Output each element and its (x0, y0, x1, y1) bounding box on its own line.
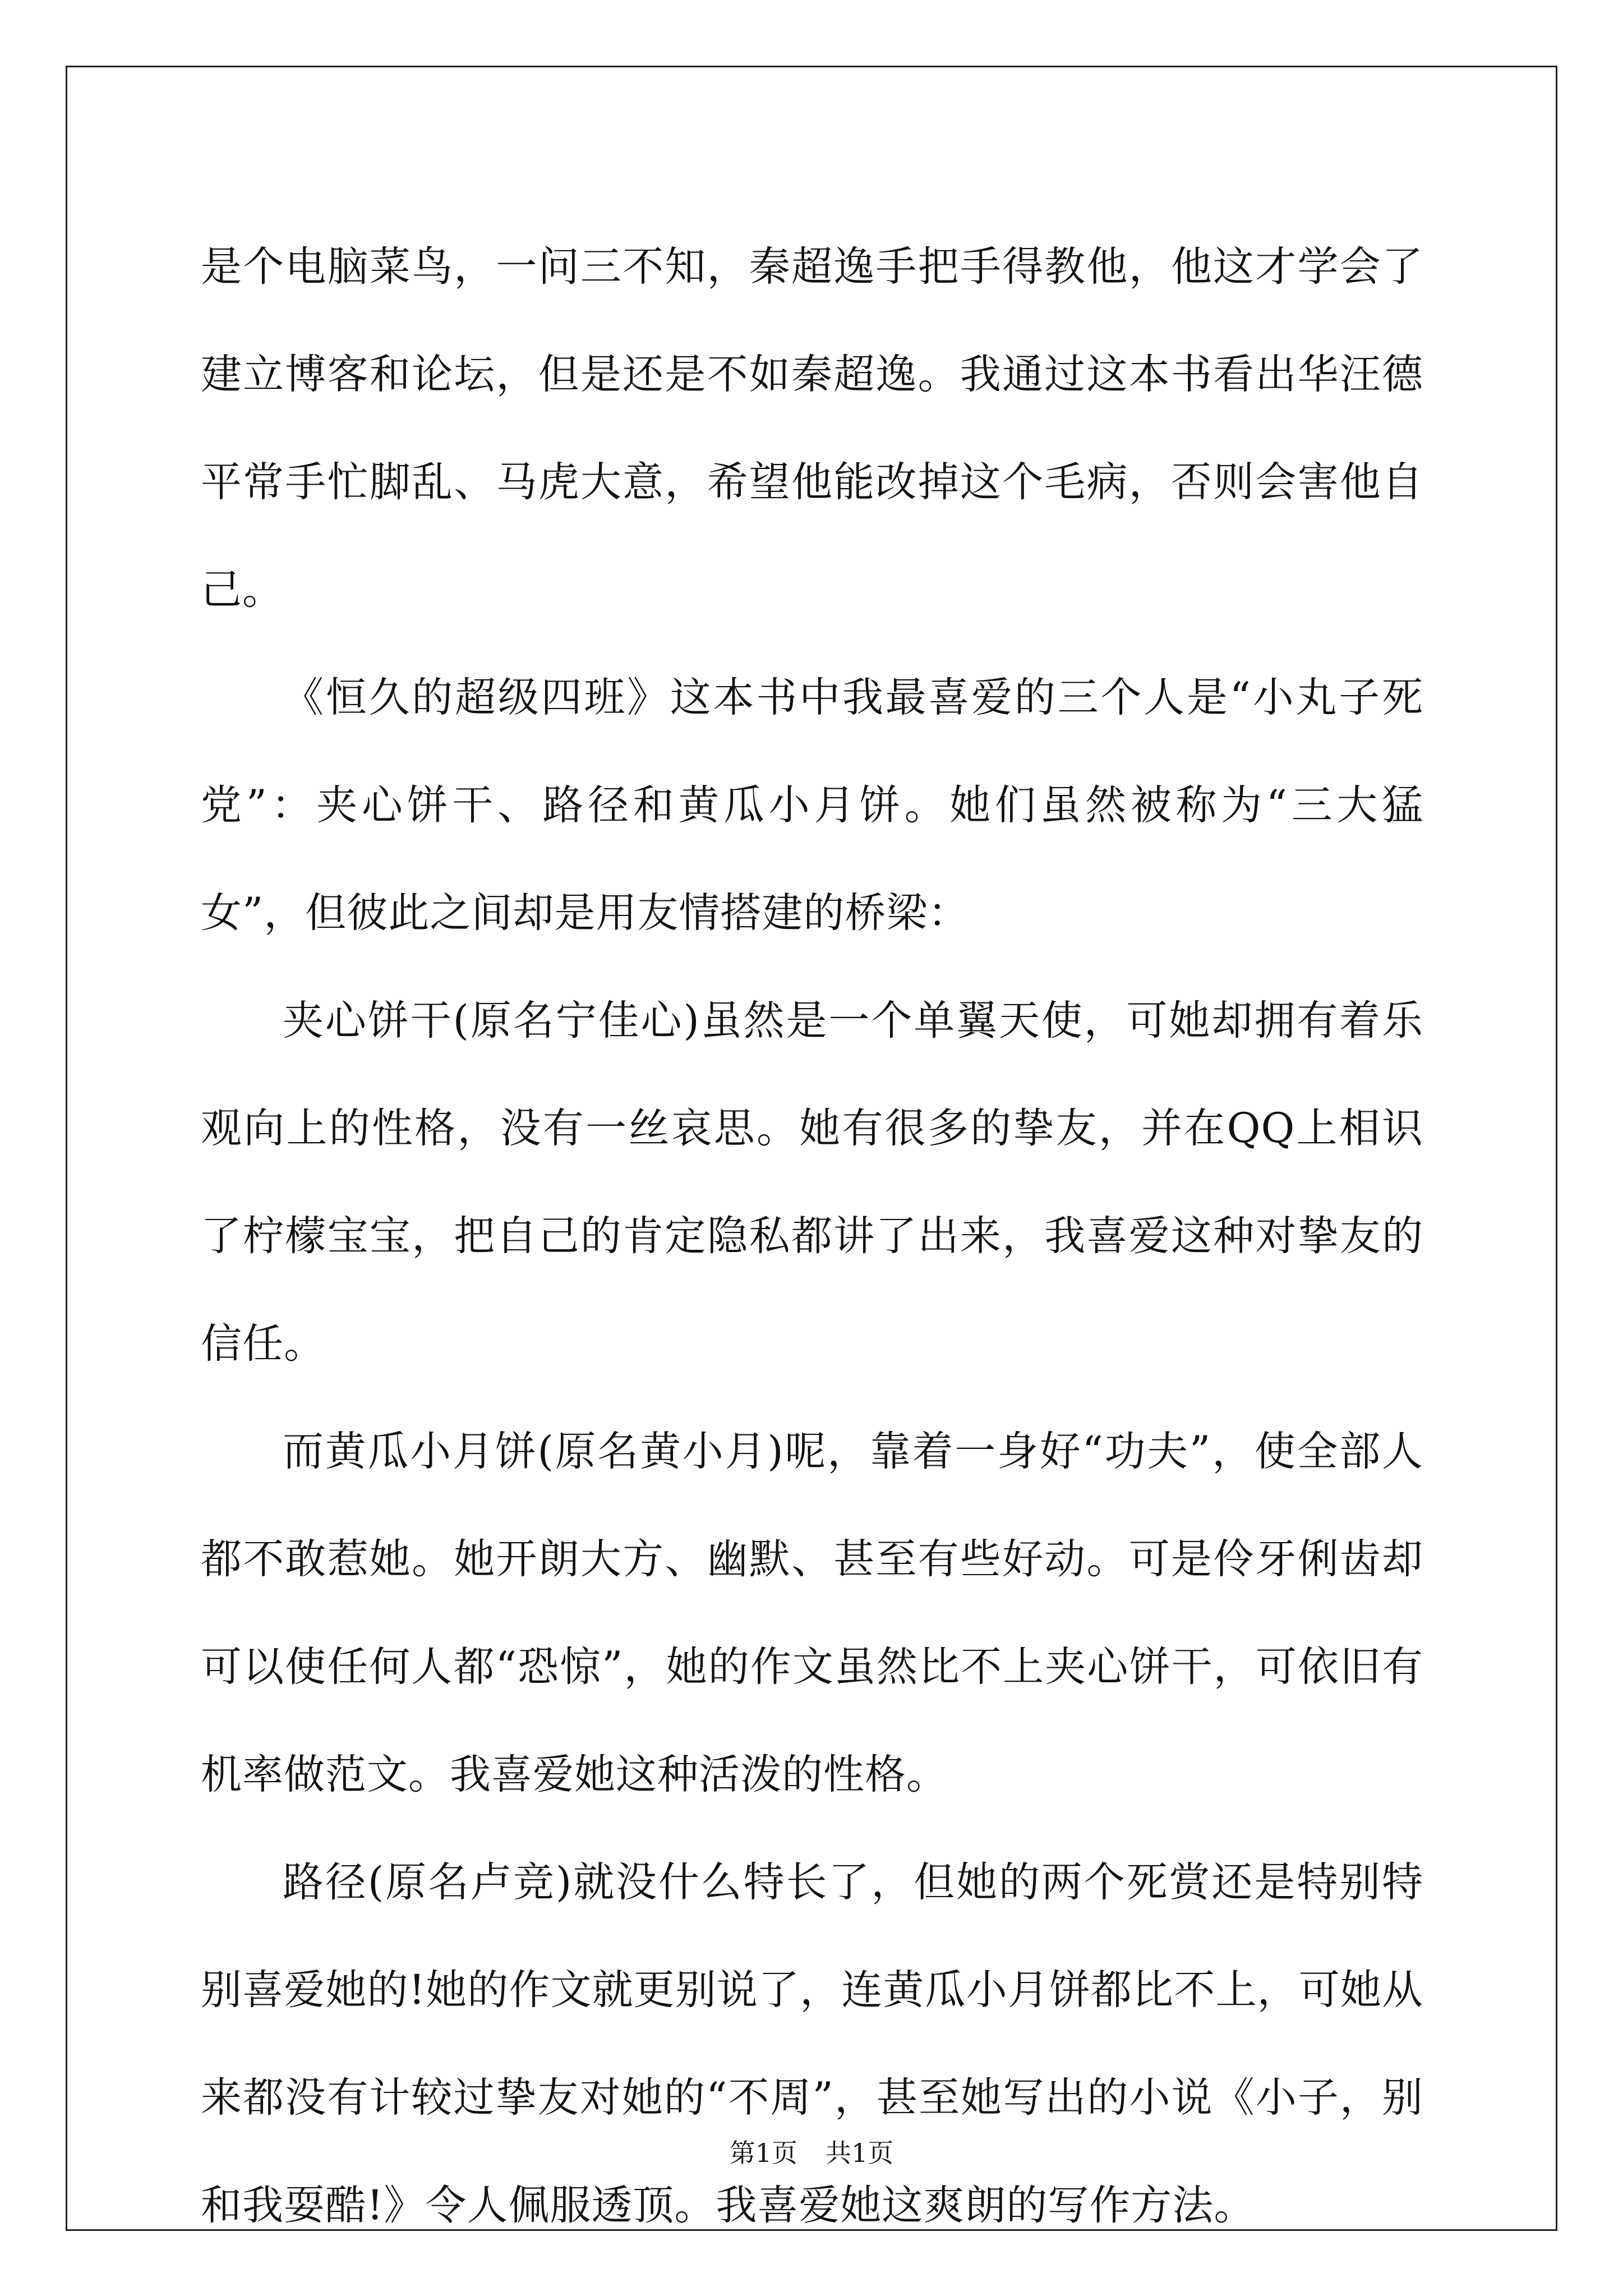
document-body (201, 213, 1423, 2260)
paragraph-1: 是个电脑菜鸟，一问三不知，秦超逸手把手得教他，他这才学会了建立博客和论坛，但是还是不如秦超逸。我通过这本书看出华汪德平常手忙脚乱、马虎大意，希望他能改掉这个毛病，否则会害他自己。 (201, 243, 1423, 614)
page-footer (0, 2136, 1623, 2170)
paragraph-3: 夹心饼干(原名宁佳心)虽然是一个单翼天使，可她却拥有着乐观向上的性格，没有一丝哀思。她有很多的挚友，并在QQ上相识了柠檬宝宝，把自己的肯定隐私都讲了出来，我喜爱这种对挚友的信任。 (201, 997, 1423, 1368)
page-total: 共1页 (826, 2138, 894, 2168)
paragraph-4: 而黄瓜小月饼(原名黄小月)呢，靠着一身好“功夫”，使全部人都不敢惹她。她开朗大方、幽默、甚至有些好动。可是伶牙俐齿却可以使任何人都“恐惊”，她的作文虽然比不上夹心饼干，可依旧有机率做范文。我喜爱她这种活泼的性格。 (201, 1428, 1423, 1798)
paragraph-5: 路径(原名卢竞)就没什么特长了，但她的两个死赏还是特别特别喜爱她的!她的作文就更别说了，连黄瓜小月饼都比不上，可她从来都没有计较过挚友对她的“不周”，甚至她写出的小说《小子，别和我耍酷!》令人佩服透顶。我喜爱她这爽朗的写作方法。 (201, 1858, 1423, 2229)
paragraph-2: 《恒久的超级四班》这本书中我最喜爱的三个人是“小丸子死党”：夹心饼干、路径和黄瓜小月饼。她们虽然被称为“三大猛女”，但彼此之间却是用友情搭建的桥梁： (201, 674, 1423, 937)
page-number: 第1页 (729, 2138, 797, 2168)
